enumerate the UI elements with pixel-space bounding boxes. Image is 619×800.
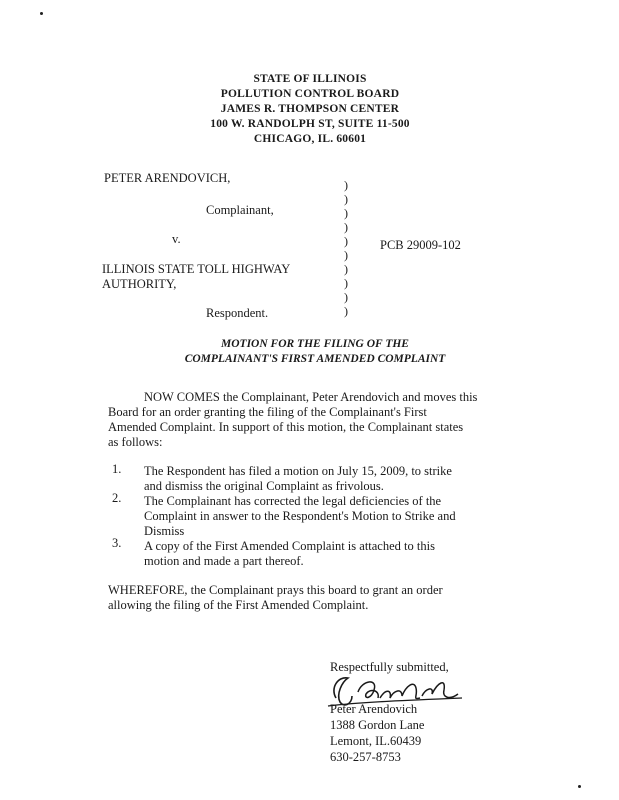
item-number: 2. — [112, 491, 122, 505]
header-line-center: JAMES R. THOMPSON CENTER — [220, 103, 400, 115]
caption-paren: ) — [344, 276, 348, 290]
respondent-name-line2: AUTHORITY, — [102, 277, 177, 291]
caption-paren: ) — [344, 220, 348, 234]
address-line2: Lemont, IL.60439 — [330, 734, 422, 748]
wherefore-paragraph — [108, 583, 508, 613]
wherefore-line: allowing the filing of the First Amended Complaint. — [108, 598, 369, 612]
wherefore-line: WHEREFORE, the Complainant prays this board to grant an order — [108, 583, 443, 597]
item-text — [144, 464, 504, 494]
item-text — [144, 539, 504, 569]
caption-paren: ) — [344, 192, 348, 206]
motion-title-line1: MOTION FOR THE FILING OF THE — [221, 338, 409, 350]
header-line-state: STATE OF ILLINOIS — [253, 73, 367, 85]
header-line-board: POLLUTION CONTROL BOARD — [220, 88, 400, 100]
item-line: The Respondent has filed a motion on July 15, 2009, to strike — [144, 464, 452, 478]
item-number: 1. — [112, 462, 122, 476]
intro-paragraph — [108, 390, 508, 450]
intro-line: as follows: — [108, 435, 163, 449]
item-line: Complaint in answer to the Respondent's Motion to Strike and — [144, 509, 456, 523]
item-text — [144, 494, 504, 539]
scan-speck — [578, 785, 581, 788]
respondent-name-line1: ILLINOIS STATE TOLL HIGHWAY — [102, 262, 291, 276]
item-line: Dismiss — [144, 524, 185, 538]
caption-paren: ) — [344, 262, 348, 276]
phone-number: 630-257-8753 — [330, 750, 401, 764]
complainant-name: PETER ARENDOVICH, — [104, 171, 231, 185]
case-number: PCB 29009-102 — [380, 238, 461, 252]
caption-paren: ) — [344, 178, 348, 192]
respondent-role: Respondent. — [206, 306, 269, 320]
signatory-name: Peter Arendovich — [330, 702, 418, 716]
closing-line: Respectfully submitted, — [330, 660, 449, 674]
caption-paren: ) — [344, 234, 348, 248]
item-line: and dismiss the original Complaint as frivolous. — [144, 479, 384, 493]
caption-paren: ) — [344, 304, 348, 318]
address-line1: 1388 Gordon Lane — [330, 718, 425, 732]
intro-line: NOW COMES the Complainant, Peter Arendovich and moves this — [144, 390, 478, 404]
header-line-street: 100 W. RANDOLPH ST, SUITE 11-500 — [210, 118, 410, 130]
item-line: motion and made a part thereof. — [144, 554, 304, 568]
complainant-role: Complainant, — [206, 203, 274, 217]
item-number: 3. — [112, 536, 122, 550]
motion-title-line2: COMPLAINANT'S FIRST AMENDED COMPLAINT — [184, 353, 446, 365]
court-header — [140, 72, 480, 147]
intro-line: Amended Complaint. In support of this motion, the Complainant states — [108, 420, 464, 434]
intro-line: Board for an order granting the filing of the Complainant's First — [108, 405, 427, 419]
motion-title — [130, 337, 500, 367]
versus-label: v. — [172, 232, 181, 246]
item-line: The Complainant has corrected the legal deficiencies of the — [144, 494, 442, 508]
item-line: A copy of the First Amended Complaint is attached to this — [144, 539, 435, 553]
caption-paren: ) — [344, 290, 348, 304]
caption-paren: ) — [344, 248, 348, 262]
caption-paren: ) — [344, 206, 348, 220]
scan-speck — [40, 12, 43, 15]
header-line-city: CHICAGO, IL. 60601 — [253, 133, 367, 145]
